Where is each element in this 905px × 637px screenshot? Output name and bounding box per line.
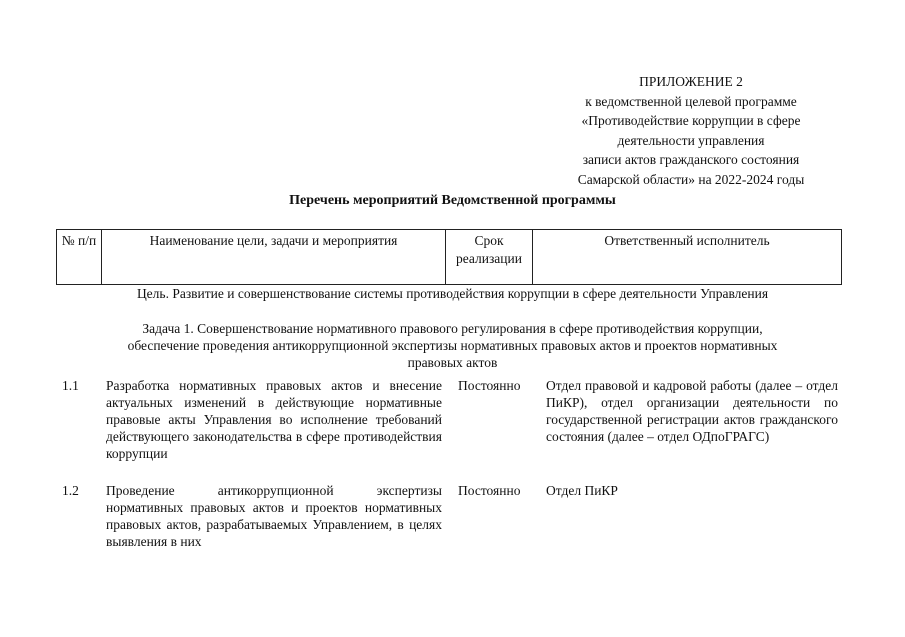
row-term: Постоянно <box>458 378 521 393</box>
row-number: 1.1 <box>62 378 79 393</box>
appendix-line: ПРИЛОЖЕНИЕ 2 <box>639 74 743 89</box>
row-event-name: Проведение антикоррупционной экспертизы нормативных правовых актов и проектов нормативных правовых актов, разрабатываемых Управлением, в целях выявления в них <box>106 483 442 549</box>
appendix-block <box>560 72 822 189</box>
appendix-line: к ведомственной целевой программе <box>585 93 797 109</box>
row-executor: Отдел ПиКР <box>546 483 618 498</box>
document-title: Перечень мероприятий Ведомственной программы <box>289 193 616 208</box>
goal-heading: Цель. Развитие и совершенствование системы противодействия коррупции в сфере деятельности Управления <box>136 286 769 301</box>
column-header-executor: Ответственный исполнитель <box>533 230 842 285</box>
column-header-term: Срок реализации <box>446 230 533 285</box>
appendix-line: «Противодействие коррупции в сфере <box>581 113 801 128</box>
task-line: обеспечение проведения антикоррупционной экспертизы нормативных правовых актов и проектов нормативных <box>127 338 778 353</box>
table-header-row <box>57 230 842 285</box>
task-line: Задача 1. Совершенствование нормативного правового регулирования в сфере противодействия коррупции, <box>142 321 763 336</box>
row-term: Постоянно <box>458 483 521 498</box>
appendix-line: деятельности управления <box>617 132 765 148</box>
task-line: правовых актов <box>407 355 498 370</box>
column-header-number: № п/п <box>57 230 102 285</box>
events-table-header <box>56 229 842 285</box>
task-heading <box>70 320 835 371</box>
appendix-line: Самарской области» на 2022-2024 годы <box>577 171 805 187</box>
appendix-line: записи актов гражданского состояния <box>582 152 800 167</box>
column-header-name: Наименование цели, задачи и мероприятия <box>102 230 446 285</box>
row-executor: Отдел правовой и кадровой работы (далее – отдел ПиКР), отдел организации деятельности по государственной регистрации актов гражданского состояния (далее – отдел ОДпоГРАГС) <box>546 378 838 444</box>
row-number: 1.2 <box>62 483 79 498</box>
row-event-name: Разработка нормативных правовых актов и внесение актуальных изменений в действующие нормативные правовые акты Управления во исполнение требований действующего законодательства в сфере противодействия коррупции <box>106 378 442 461</box>
